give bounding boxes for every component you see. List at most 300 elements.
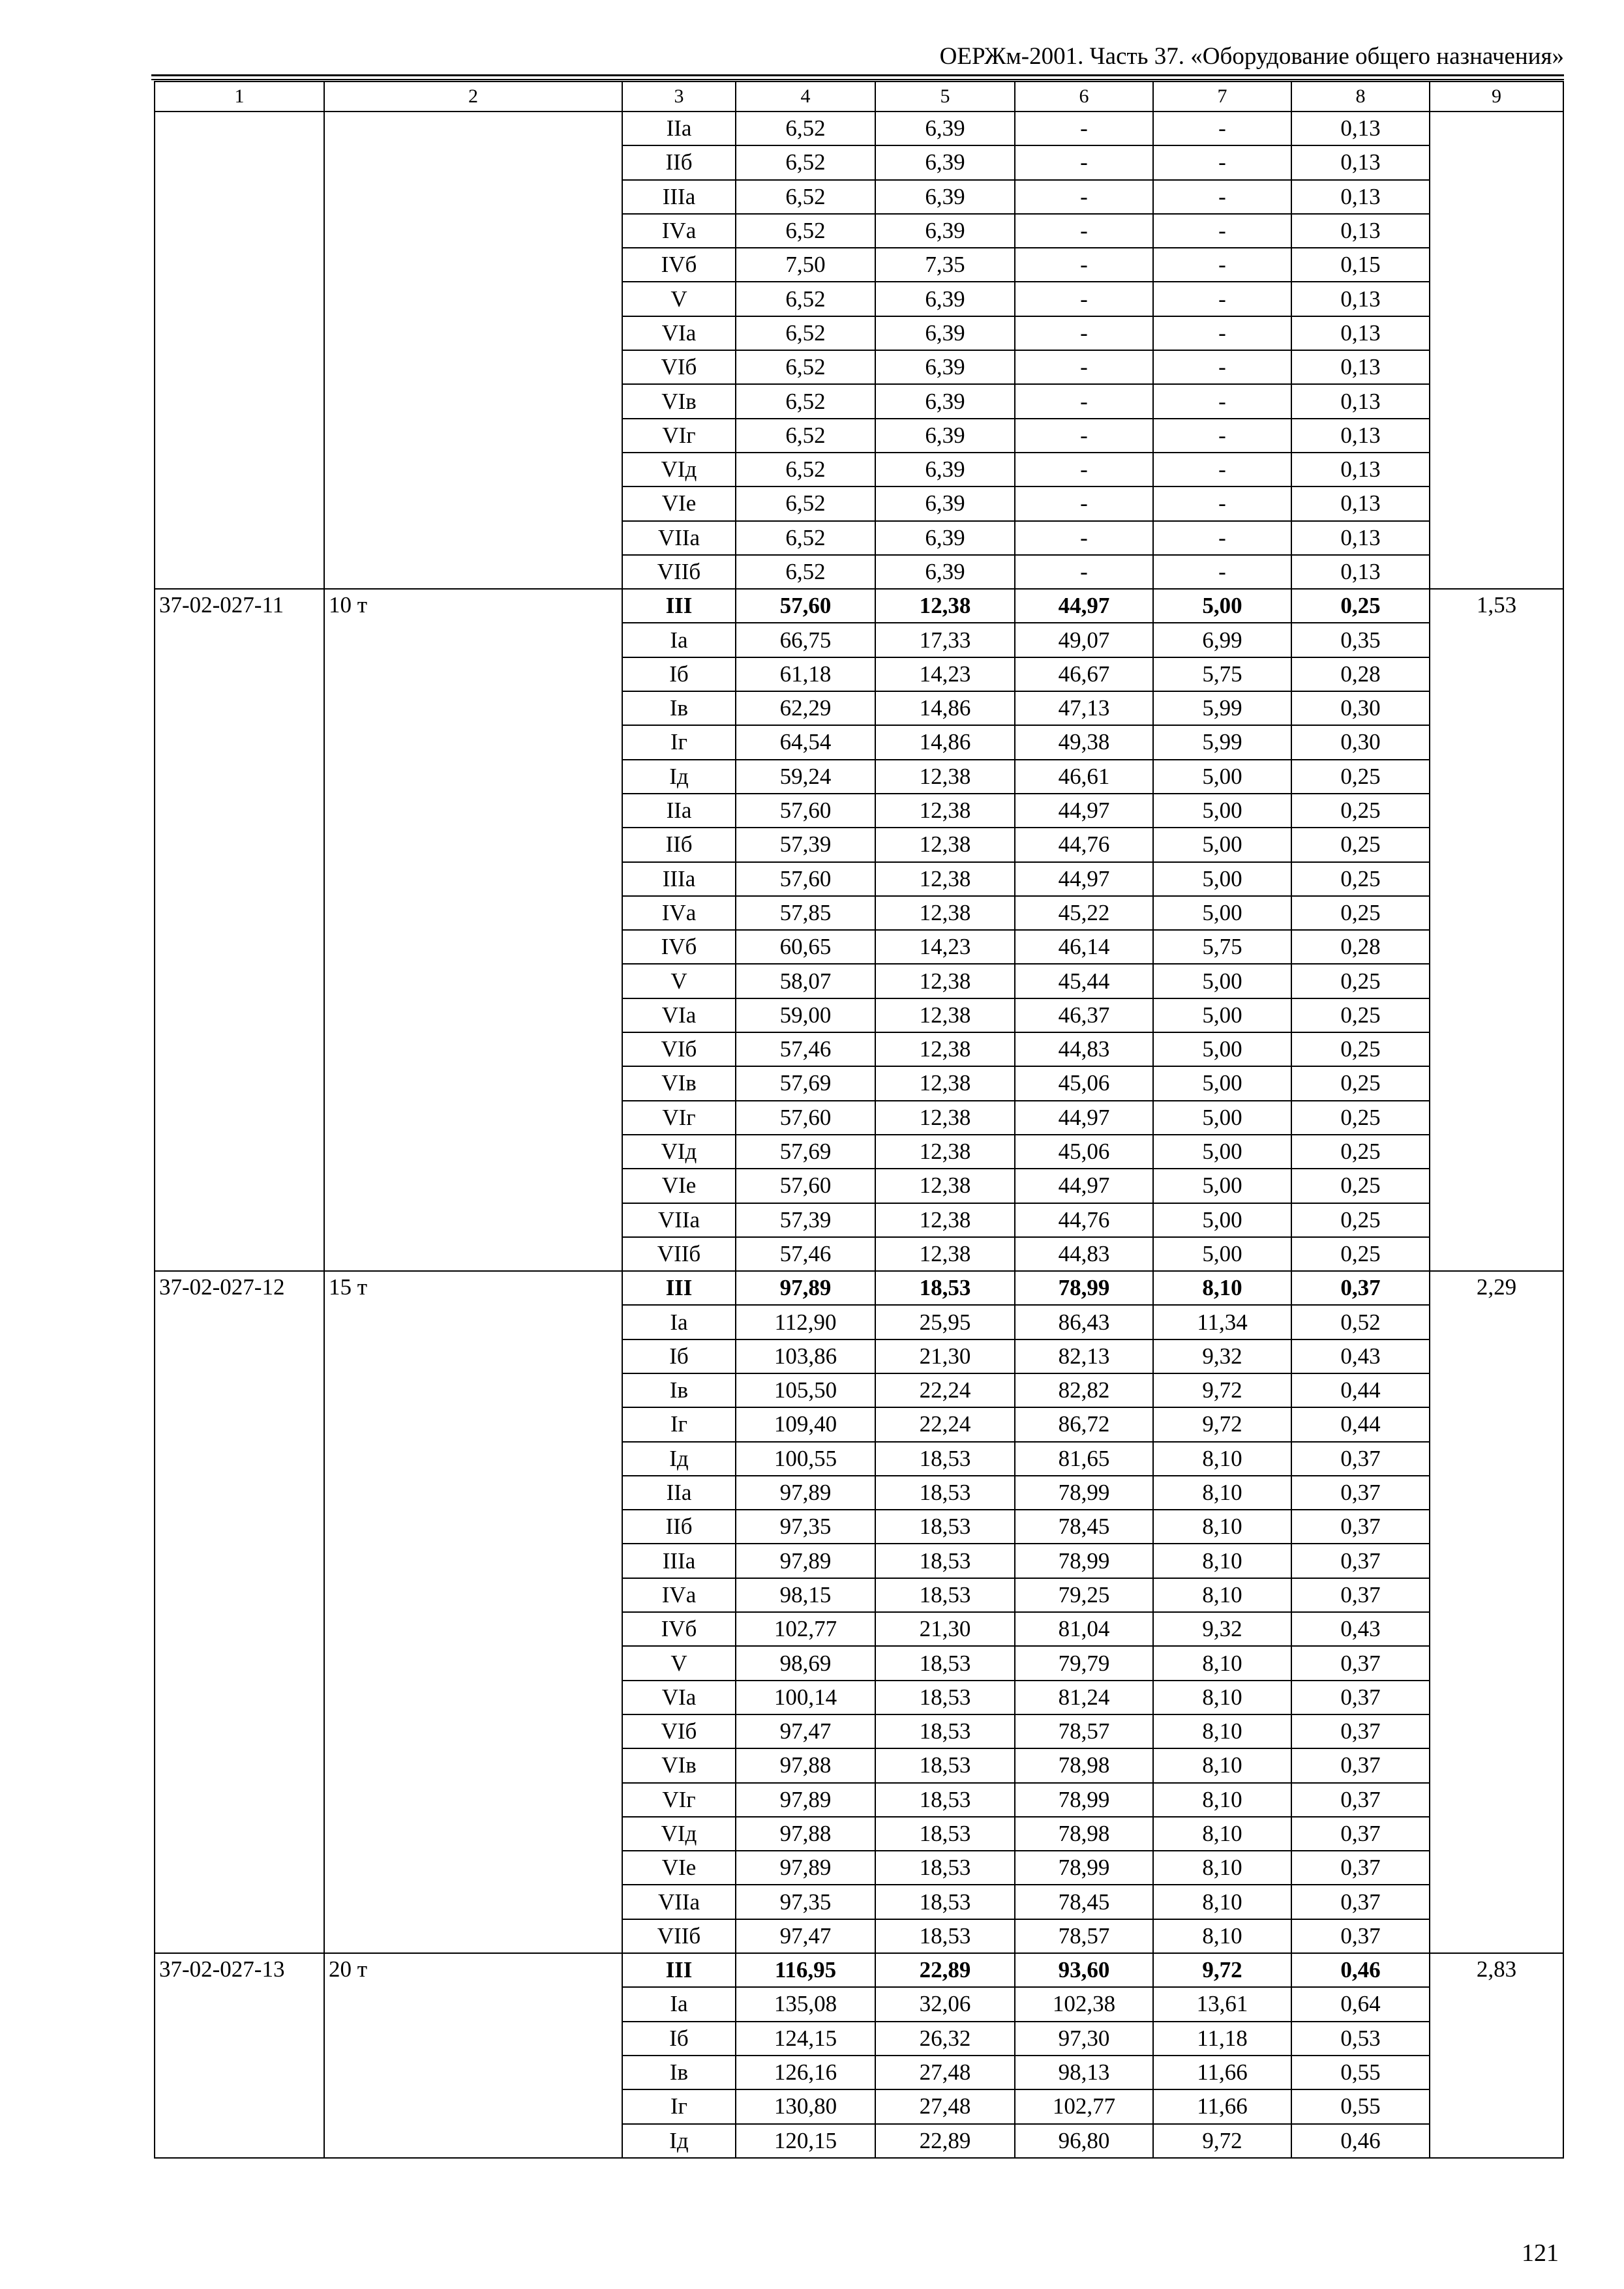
value-col4: 64,54 bbox=[736, 725, 875, 759]
value-col6: 96,80 bbox=[1015, 2124, 1153, 2158]
value-col5: 22,89 bbox=[875, 1953, 1015, 1987]
value-col6: 44,76 bbox=[1015, 1203, 1153, 1237]
value-col7: 8,10 bbox=[1153, 1919, 1291, 1953]
value-col6: 97,30 bbox=[1015, 2022, 1153, 2056]
value-col7: 8,10 bbox=[1153, 1885, 1291, 1919]
value-col8: 0,13 bbox=[1291, 180, 1430, 214]
region-code: VIд bbox=[622, 1135, 736, 1169]
running-header: ОЕРЖм-2001. Часть 37. «Оборудование общего назначения» bbox=[939, 43, 1564, 70]
value-col6: 86,72 bbox=[1015, 1407, 1153, 1441]
value-col5: 22,89 bbox=[875, 2124, 1015, 2158]
value-col5: 18,53 bbox=[875, 1510, 1015, 1544]
value-col6: - bbox=[1015, 384, 1153, 418]
value-col9 bbox=[1430, 112, 1563, 589]
value-col6: 78,99 bbox=[1015, 1783, 1153, 1817]
value-col5: 12,38 bbox=[875, 1101, 1015, 1135]
header-rule bbox=[151, 79, 1564, 80]
region-code: VIа bbox=[622, 998, 736, 1032]
value-col8: 0,25 bbox=[1291, 896, 1430, 930]
region-code: Iд bbox=[622, 2124, 736, 2158]
value-col8: 0,25 bbox=[1291, 998, 1430, 1032]
value-col8: 0,13 bbox=[1291, 384, 1430, 418]
column-number: 3 bbox=[622, 82, 736, 112]
value-col6: 102,38 bbox=[1015, 1987, 1153, 2021]
value-col8: 0,53 bbox=[1291, 2022, 1430, 2056]
column-number: 9 bbox=[1430, 82, 1563, 112]
value-col6: 81,04 bbox=[1015, 1612, 1153, 1646]
table-row bbox=[155, 112, 1563, 145]
resource-code: 37-02-027-11 bbox=[155, 589, 324, 1271]
value-col5: 27,48 bbox=[875, 2089, 1015, 2123]
value-col7: 5,00 bbox=[1153, 862, 1291, 896]
value-col6: - bbox=[1015, 521, 1153, 555]
value-col6: 45,06 bbox=[1015, 1066, 1153, 1100]
value-col7: - bbox=[1153, 248, 1291, 282]
value-col6: 46,67 bbox=[1015, 657, 1153, 691]
region-code: VIб bbox=[622, 1714, 736, 1748]
region-code: VIа bbox=[622, 1681, 736, 1714]
value-col9: 2,83 bbox=[1430, 1953, 1563, 2158]
value-col5: 12,38 bbox=[875, 1066, 1015, 1100]
value-col5: 14,23 bbox=[875, 657, 1015, 691]
value-col5: 18,53 bbox=[875, 1748, 1015, 1782]
value-col5: 18,53 bbox=[875, 1851, 1015, 1885]
value-col6: 44,97 bbox=[1015, 1169, 1153, 1203]
region-code: IIIа bbox=[622, 1544, 736, 1578]
value-col4: 102,77 bbox=[736, 1612, 875, 1646]
value-col4: 57,46 bbox=[736, 1237, 875, 1271]
value-col7: 8,10 bbox=[1153, 1748, 1291, 1782]
value-col7: 5,00 bbox=[1153, 1032, 1291, 1066]
value-col7: - bbox=[1153, 521, 1291, 555]
value-col7: 5,00 bbox=[1153, 828, 1291, 861]
value-col5: 18,53 bbox=[875, 1919, 1015, 1953]
resource-name: 15 т bbox=[324, 1271, 622, 1953]
value-col7: 8,10 bbox=[1153, 1646, 1291, 1680]
column-number: 6 bbox=[1015, 82, 1153, 112]
region-code: VIе bbox=[622, 486, 736, 520]
value-col4: 97,89 bbox=[736, 1271, 875, 1305]
value-col8: 0,37 bbox=[1291, 1476, 1430, 1510]
value-col4: 97,89 bbox=[736, 1544, 875, 1578]
value-col5: 17,33 bbox=[875, 623, 1015, 657]
resource-code bbox=[155, 112, 324, 589]
value-col6: 49,38 bbox=[1015, 725, 1153, 759]
value-col7: - bbox=[1153, 350, 1291, 384]
value-col7: 5,00 bbox=[1153, 1135, 1291, 1169]
region-code: Iа bbox=[622, 1305, 736, 1339]
value-col7: - bbox=[1153, 316, 1291, 350]
value-col5: 14,86 bbox=[875, 725, 1015, 759]
value-col8: 0,37 bbox=[1291, 1578, 1430, 1612]
value-col6: 44,97 bbox=[1015, 1101, 1153, 1135]
value-col6: 82,13 bbox=[1015, 1339, 1153, 1373]
value-col8: 0,13 bbox=[1291, 486, 1430, 520]
value-col4: 57,60 bbox=[736, 1101, 875, 1135]
value-col5: 18,53 bbox=[875, 1544, 1015, 1578]
region-code: VIг bbox=[622, 1101, 736, 1135]
value-col8: 0,43 bbox=[1291, 1339, 1430, 1373]
value-col6: 78,99 bbox=[1015, 1544, 1153, 1578]
value-col7: 9,72 bbox=[1153, 2124, 1291, 2158]
value-col5: 6,39 bbox=[875, 316, 1015, 350]
value-col6: 46,14 bbox=[1015, 930, 1153, 964]
region-code: V bbox=[622, 1646, 736, 1680]
region-code: IIа bbox=[622, 1476, 736, 1510]
value-col7: 5,00 bbox=[1153, 1203, 1291, 1237]
value-col5: 25,95 bbox=[875, 1305, 1015, 1339]
value-col4: 61,18 bbox=[736, 657, 875, 691]
value-col5: 12,38 bbox=[875, 862, 1015, 896]
value-col4: 130,80 bbox=[736, 2089, 875, 2123]
value-col4: 126,16 bbox=[736, 2056, 875, 2089]
value-col6: - bbox=[1015, 453, 1153, 486]
value-col8: 0,25 bbox=[1291, 964, 1430, 998]
value-col7: 11,18 bbox=[1153, 2022, 1291, 2056]
value-col4: 66,75 bbox=[736, 623, 875, 657]
value-col5: 6,39 bbox=[875, 112, 1015, 145]
resource-name: 10 т bbox=[324, 589, 622, 1271]
value-col4: 98,15 bbox=[736, 1578, 875, 1612]
value-col5: 18,53 bbox=[875, 1476, 1015, 1510]
value-col8: 0,13 bbox=[1291, 350, 1430, 384]
value-col5: 21,30 bbox=[875, 1612, 1015, 1646]
value-col7: 8,10 bbox=[1153, 1442, 1291, 1476]
region-code: Iб bbox=[622, 1339, 736, 1373]
value-col8: 0,13 bbox=[1291, 214, 1430, 248]
value-col7: - bbox=[1153, 112, 1291, 145]
value-col8: 0,28 bbox=[1291, 657, 1430, 691]
region-code: Iб bbox=[622, 2022, 736, 2056]
value-col8: 0,55 bbox=[1291, 2056, 1430, 2089]
value-col8: 0,55 bbox=[1291, 2089, 1430, 2123]
value-col5: 6,39 bbox=[875, 350, 1015, 384]
value-col5: 18,53 bbox=[875, 1681, 1015, 1714]
value-col4: 98,69 bbox=[736, 1646, 875, 1680]
value-col8: 0,13 bbox=[1291, 521, 1430, 555]
value-col8: 0,13 bbox=[1291, 453, 1430, 486]
value-col7: 5,75 bbox=[1153, 657, 1291, 691]
value-col5: 18,53 bbox=[875, 1783, 1015, 1817]
value-col4: 57,39 bbox=[736, 828, 875, 861]
column-number: 7 bbox=[1153, 82, 1291, 112]
value-col8: 0,25 bbox=[1291, 1135, 1430, 1169]
region-code: Iб bbox=[622, 657, 736, 691]
value-col5: 18,53 bbox=[875, 1885, 1015, 1919]
value-col6: - bbox=[1015, 214, 1153, 248]
value-col6: 44,97 bbox=[1015, 862, 1153, 896]
value-col6: - bbox=[1015, 248, 1153, 282]
value-col8: 0,44 bbox=[1291, 1407, 1430, 1441]
value-col4: 57,69 bbox=[736, 1135, 875, 1169]
value-col4: 112,90 bbox=[736, 1305, 875, 1339]
value-col4: 6,52 bbox=[736, 453, 875, 486]
region-code: IVа bbox=[622, 1578, 736, 1612]
value-col4: 109,40 bbox=[736, 1407, 875, 1441]
value-col5: 27,48 bbox=[875, 2056, 1015, 2089]
value-col4: 7,50 bbox=[736, 248, 875, 282]
value-col7: 8,10 bbox=[1153, 1544, 1291, 1578]
region-code: V bbox=[622, 282, 736, 316]
region-code: IIб bbox=[622, 145, 736, 179]
value-col7: 5,00 bbox=[1153, 998, 1291, 1032]
value-col8: 0,37 bbox=[1291, 1851, 1430, 1885]
value-col4: 58,07 bbox=[736, 964, 875, 998]
value-col6: 98,13 bbox=[1015, 2056, 1153, 2089]
value-col6: - bbox=[1015, 112, 1153, 145]
region-code: Iа bbox=[622, 1987, 736, 2021]
value-col8: 0,46 bbox=[1291, 1953, 1430, 1987]
region-code: IVб bbox=[622, 930, 736, 964]
value-col6: 47,13 bbox=[1015, 691, 1153, 725]
value-col6: - bbox=[1015, 145, 1153, 179]
value-col4: 57,85 bbox=[736, 896, 875, 930]
value-col5: 22,24 bbox=[875, 1407, 1015, 1441]
value-col5: 18,53 bbox=[875, 1714, 1015, 1748]
value-col5: 12,38 bbox=[875, 760, 1015, 794]
region-code: IVб bbox=[622, 248, 736, 282]
value-col7: - bbox=[1153, 282, 1291, 316]
value-col7: 9,72 bbox=[1153, 1407, 1291, 1441]
value-col5: 12,38 bbox=[875, 896, 1015, 930]
value-col8: 0,35 bbox=[1291, 623, 1430, 657]
value-col4: 57,46 bbox=[736, 1032, 875, 1066]
value-col5: 14,23 bbox=[875, 930, 1015, 964]
region-code: VIа bbox=[622, 316, 736, 350]
value-col4: 103,86 bbox=[736, 1339, 875, 1373]
column-number: 5 bbox=[875, 82, 1015, 112]
value-col6: 81,65 bbox=[1015, 1442, 1153, 1476]
value-col6: 44,83 bbox=[1015, 1032, 1153, 1066]
value-col6: 46,61 bbox=[1015, 760, 1153, 794]
value-col5: 6,39 bbox=[875, 419, 1015, 453]
value-col5: 12,38 bbox=[875, 1203, 1015, 1237]
value-col5: 18,53 bbox=[875, 1817, 1015, 1851]
value-col7: 8,10 bbox=[1153, 1851, 1291, 1885]
value-col6: 78,99 bbox=[1015, 1271, 1153, 1305]
value-col4: 57,60 bbox=[736, 1169, 875, 1203]
region-code: Iг bbox=[622, 725, 736, 759]
value-col7: 8,10 bbox=[1153, 1783, 1291, 1817]
value-col4: 97,35 bbox=[736, 1885, 875, 1919]
region-code: VIд bbox=[622, 1817, 736, 1851]
value-col4: 59,00 bbox=[736, 998, 875, 1032]
value-col8: 0,13 bbox=[1291, 282, 1430, 316]
value-col4: 6,52 bbox=[736, 214, 875, 248]
value-col7: 8,10 bbox=[1153, 1817, 1291, 1851]
region-code: Iв bbox=[622, 691, 736, 725]
value-col6: - bbox=[1015, 419, 1153, 453]
value-col5: 6,39 bbox=[875, 145, 1015, 179]
value-col4: 6,52 bbox=[736, 486, 875, 520]
value-col7: 6,99 bbox=[1153, 623, 1291, 657]
region-code: IIа bbox=[622, 794, 736, 828]
value-col5: 12,38 bbox=[875, 998, 1015, 1032]
region-code: III bbox=[622, 1271, 736, 1305]
value-col8: 0,43 bbox=[1291, 1612, 1430, 1646]
region-code: VIв bbox=[622, 384, 736, 418]
value-col8: 0,25 bbox=[1291, 828, 1430, 861]
value-col6: 78,45 bbox=[1015, 1510, 1153, 1544]
value-col7: - bbox=[1153, 214, 1291, 248]
value-col7: 5,00 bbox=[1153, 794, 1291, 828]
value-col5: 12,38 bbox=[875, 1135, 1015, 1169]
region-code: III bbox=[622, 589, 736, 623]
value-col8: 0,37 bbox=[1291, 1919, 1430, 1953]
value-col6: 79,25 bbox=[1015, 1578, 1153, 1612]
column-number: 4 bbox=[736, 82, 875, 112]
value-col7: 9,72 bbox=[1153, 1953, 1291, 1987]
value-col7: 8,10 bbox=[1153, 1714, 1291, 1748]
region-code: Iг bbox=[622, 1407, 736, 1441]
value-col4: 57,39 bbox=[736, 1203, 875, 1237]
region-code: VIб bbox=[622, 350, 736, 384]
region-code: VIIа bbox=[622, 1885, 736, 1919]
value-col7: 9,72 bbox=[1153, 1373, 1291, 1407]
value-col8: 0,13 bbox=[1291, 555, 1430, 589]
value-col7: 5,00 bbox=[1153, 1237, 1291, 1271]
region-code: VIIа bbox=[622, 521, 736, 555]
value-col6: 46,37 bbox=[1015, 998, 1153, 1032]
value-col6: 78,57 bbox=[1015, 1919, 1153, 1953]
value-col7: 8,10 bbox=[1153, 1578, 1291, 1612]
value-col6: 44,83 bbox=[1015, 1237, 1153, 1271]
resource-name: 20 т bbox=[324, 1953, 622, 2158]
value-col7: 5,99 bbox=[1153, 691, 1291, 725]
value-col7: 5,00 bbox=[1153, 896, 1291, 930]
value-col6: - bbox=[1015, 180, 1153, 214]
value-col8: 0,25 bbox=[1291, 1066, 1430, 1100]
value-col8: 0,44 bbox=[1291, 1373, 1430, 1407]
resource-code: 37-02-027-13 bbox=[155, 1953, 324, 2158]
value-col8: 0,25 bbox=[1291, 760, 1430, 794]
page-number: 121 bbox=[1522, 2239, 1559, 2267]
value-col5: 18,53 bbox=[875, 1646, 1015, 1680]
table-body bbox=[155, 82, 1563, 2158]
region-code: Iг bbox=[622, 2089, 736, 2123]
region-code: IIб bbox=[622, 828, 736, 861]
value-col7: 9,32 bbox=[1153, 1612, 1291, 1646]
resource-name bbox=[324, 112, 622, 589]
value-col8: 0,13 bbox=[1291, 145, 1430, 179]
value-col8: 0,25 bbox=[1291, 862, 1430, 896]
value-col4: 97,88 bbox=[736, 1817, 875, 1851]
value-col6: 78,98 bbox=[1015, 1748, 1153, 1782]
value-col7: - bbox=[1153, 419, 1291, 453]
value-col6: 45,44 bbox=[1015, 964, 1153, 998]
value-col4: 100,14 bbox=[736, 1681, 875, 1714]
value-col4: 60,65 bbox=[736, 930, 875, 964]
value-col4: 6,52 bbox=[736, 282, 875, 316]
value-col4: 62,29 bbox=[736, 691, 875, 725]
value-col8: 0,37 bbox=[1291, 1714, 1430, 1748]
value-col7: 5,75 bbox=[1153, 930, 1291, 964]
value-col7: 5,99 bbox=[1153, 725, 1291, 759]
value-col6: - bbox=[1015, 316, 1153, 350]
value-col4: 97,89 bbox=[736, 1783, 875, 1817]
value-col8: 0,15 bbox=[1291, 248, 1430, 282]
region-code: Iа bbox=[622, 623, 736, 657]
value-col6: - bbox=[1015, 350, 1153, 384]
value-col4: 57,60 bbox=[736, 862, 875, 896]
value-col4: 6,52 bbox=[736, 316, 875, 350]
value-col5: 12,38 bbox=[875, 1032, 1015, 1066]
value-col7: 5,00 bbox=[1153, 589, 1291, 623]
value-col8: 0,13 bbox=[1291, 419, 1430, 453]
value-col8: 0,64 bbox=[1291, 1987, 1430, 2021]
value-col5: 6,39 bbox=[875, 180, 1015, 214]
value-col6: 78,99 bbox=[1015, 1851, 1153, 1885]
region-code: IVб bbox=[622, 1612, 736, 1646]
value-col5: 12,38 bbox=[875, 794, 1015, 828]
column-number-row bbox=[155, 82, 1563, 112]
value-col8: 0,25 bbox=[1291, 1032, 1430, 1066]
value-col4: 97,47 bbox=[736, 1714, 875, 1748]
value-col8: 0,37 bbox=[1291, 1681, 1430, 1714]
value-col8: 0,37 bbox=[1291, 1442, 1430, 1476]
value-col7: - bbox=[1153, 180, 1291, 214]
value-col6: 78,99 bbox=[1015, 1476, 1153, 1510]
value-col6: 45,06 bbox=[1015, 1135, 1153, 1169]
value-col6: 79,79 bbox=[1015, 1646, 1153, 1680]
value-col8: 0,37 bbox=[1291, 1748, 1430, 1782]
resource-code: 37-02-027-12 bbox=[155, 1271, 324, 1953]
region-code: IVа bbox=[622, 214, 736, 248]
region-code: IIIа bbox=[622, 180, 736, 214]
value-col6: 82,82 bbox=[1015, 1373, 1153, 1407]
value-col4: 57,60 bbox=[736, 794, 875, 828]
value-col4: 57,60 bbox=[736, 589, 875, 623]
value-col5: 12,38 bbox=[875, 828, 1015, 861]
value-col6: 78,98 bbox=[1015, 1817, 1153, 1851]
value-col5: 6,39 bbox=[875, 521, 1015, 555]
value-col7: 5,00 bbox=[1153, 1101, 1291, 1135]
value-col8: 0,46 bbox=[1291, 2124, 1430, 2158]
value-col6: 78,57 bbox=[1015, 1714, 1153, 1748]
value-col7: - bbox=[1153, 486, 1291, 520]
value-col4: 97,89 bbox=[736, 1851, 875, 1885]
region-code: VIв bbox=[622, 1748, 736, 1782]
value-col4: 124,15 bbox=[736, 2022, 875, 2056]
region-code: Iд bbox=[622, 1442, 736, 1476]
value-col7: - bbox=[1153, 145, 1291, 179]
value-col6: 49,07 bbox=[1015, 623, 1153, 657]
value-col5: 26,32 bbox=[875, 2022, 1015, 2056]
value-col5: 18,53 bbox=[875, 1442, 1015, 1476]
value-col8: 0,37 bbox=[1291, 1544, 1430, 1578]
value-col6: - bbox=[1015, 486, 1153, 520]
value-col7: 8,10 bbox=[1153, 1476, 1291, 1510]
value-col8: 0,25 bbox=[1291, 1237, 1430, 1271]
value-col5: 12,38 bbox=[875, 589, 1015, 623]
value-col8: 0,30 bbox=[1291, 725, 1430, 759]
value-col7: 5,00 bbox=[1153, 1169, 1291, 1203]
region-code: Iв bbox=[622, 2056, 736, 2089]
column-number: 1 bbox=[155, 82, 324, 112]
value-col6: 44,76 bbox=[1015, 828, 1153, 861]
value-col5: 12,38 bbox=[875, 1169, 1015, 1203]
region-code: VIIа bbox=[622, 1203, 736, 1237]
value-col8: 0,37 bbox=[1291, 1783, 1430, 1817]
table-row bbox=[155, 589, 1563, 623]
value-col4: 105,50 bbox=[736, 1373, 875, 1407]
value-col7: 11,66 bbox=[1153, 2089, 1291, 2123]
region-code: VIIб bbox=[622, 1919, 736, 1953]
value-col6: - bbox=[1015, 282, 1153, 316]
region-code: VIIб bbox=[622, 555, 736, 589]
value-col4: 6,52 bbox=[736, 555, 875, 589]
value-col9: 2,29 bbox=[1430, 1271, 1563, 1953]
